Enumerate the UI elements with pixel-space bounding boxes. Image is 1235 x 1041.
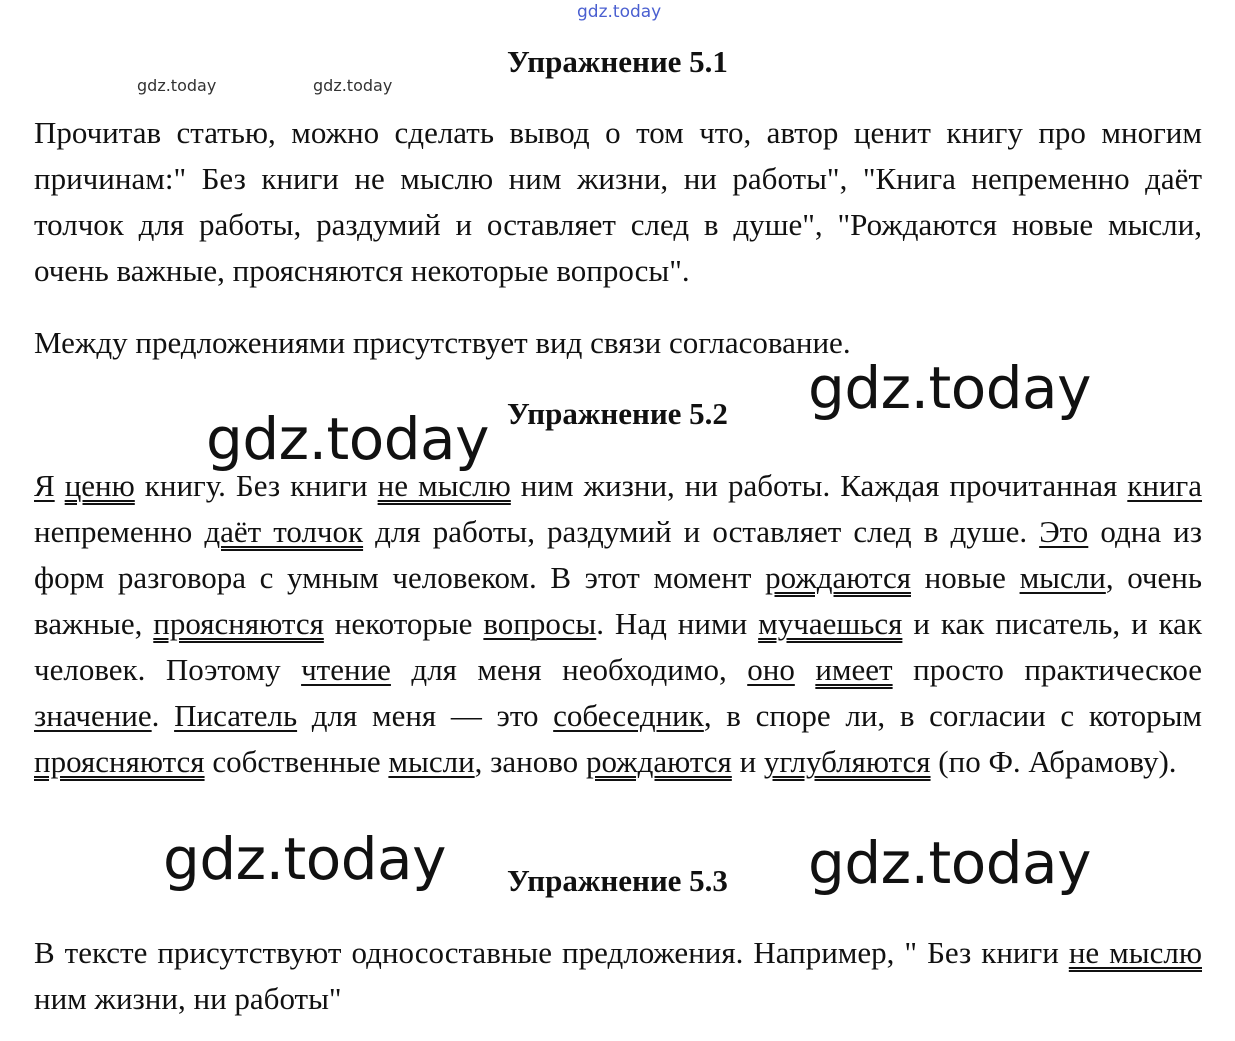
subject-word: значение <box>34 698 152 733</box>
subject-word: собеседник <box>553 698 704 733</box>
text-segment: собственные <box>204 744 389 779</box>
predicate-word: проясняются <box>34 744 205 779</box>
text-segment: для работы, раздумий и оставляет след в душе. <box>363 514 1040 549</box>
exercise-5-1-conclusion: Между предложениями присутствует вид связи согласование. <box>34 325 851 360</box>
predicate-word: рождаются <box>765 560 911 595</box>
subject-word: книга <box>1127 468 1203 503</box>
predicate-word: ценю <box>64 468 135 503</box>
text-segment: новые <box>910 560 1020 595</box>
watermark-small-right: gdz.today <box>313 76 393 95</box>
text-segment: непременно <box>34 514 205 549</box>
text-segment: и <box>731 744 764 779</box>
subject-word: Я <box>34 468 55 503</box>
text-segment <box>795 652 816 687</box>
text-segment: для меня необходимо, <box>390 652 748 687</box>
text-segment: . Над ними <box>596 606 759 641</box>
predicate-word: рождаются <box>585 744 732 779</box>
text-segment <box>55 468 65 503</box>
exercise-5-3-title: Упражнение 5.3 <box>507 863 728 898</box>
predicate-word: даёт толчок <box>204 514 364 549</box>
text-segment: для меня — это <box>297 698 554 733</box>
watermark-small-left: gdz.today <box>137 76 217 95</box>
subject-word: оно <box>747 652 795 687</box>
text-segment: и как писатель, и как человек. Поэтому <box>34 606 1203 687</box>
exercise-5-1-title: Упражнение 5.1 <box>507 44 728 79</box>
subject-word: мысли <box>388 744 475 779</box>
subject-word: мысли <box>1019 560 1106 595</box>
subject-word: Это <box>1039 514 1089 549</box>
predicate-word: имеет <box>815 652 893 687</box>
predicate-word: мучаешься <box>758 606 903 641</box>
watermark-big-3: gdz.today <box>163 825 446 893</box>
text-segment: , очень важные, <box>34 560 1202 641</box>
predicate-word: не мыслю <box>377 468 511 503</box>
exercise-5-3-text-after: ним жизни, ни работы" <box>34 981 342 1016</box>
exercise-5-3-text-before: В тексте присутствуют односоставные предложения. Например, " Без книги <box>34 935 1069 970</box>
watermark-big-4: gdz.today <box>808 829 1091 897</box>
text-segment: некоторые <box>323 606 484 641</box>
exercise-5-3-predicate: не мыслю <box>1068 935 1202 970</box>
text-segment: , заново <box>474 744 586 779</box>
exercise-5-1-paragraph: Прочитав статью, можно сделать вывод о том что, автор ценит книгу про многим причинам:" Без книги не мыслю ним жизни, ни работы", "Книга непременно даёт толчок для работы, раздумий и оставляет след в душе", "Рождаются новые мысли, очень важные, проясняются некоторые вопросы". <box>34 115 1202 288</box>
predicate-word: углубляются <box>763 744 931 779</box>
text-segment: просто практическое <box>892 652 1203 687</box>
watermark-big-2: gdz.today <box>206 405 489 473</box>
text-segment: (по Ф. Абрамову). <box>930 744 1177 779</box>
text-segment: одна из форм разговора с умным человеком. В этот момент <box>34 514 1202 595</box>
watermark-big-1: gdz.today <box>808 354 1091 422</box>
exercise-5-2-text <box>34 463 1202 785</box>
exercise-5-2-title: Упражнение 5.2 <box>507 396 728 431</box>
text-segment: . <box>151 698 175 733</box>
text-segment: ним жизни, ни работы. Каждая прочитанная <box>510 468 1128 503</box>
subject-word: чтение <box>301 652 391 687</box>
text-segment: , в споре ли, в согласии с которым <box>703 698 1203 733</box>
subject-word: вопросы <box>483 606 597 641</box>
text-segment: книгу. Без книги <box>134 468 378 503</box>
exercise-5-3-paragraph <box>34 930 1202 1022</box>
subject-word: Писатель <box>174 698 298 733</box>
watermark-top: gdz.today <box>577 2 662 22</box>
predicate-word: проясняются <box>153 606 324 641</box>
